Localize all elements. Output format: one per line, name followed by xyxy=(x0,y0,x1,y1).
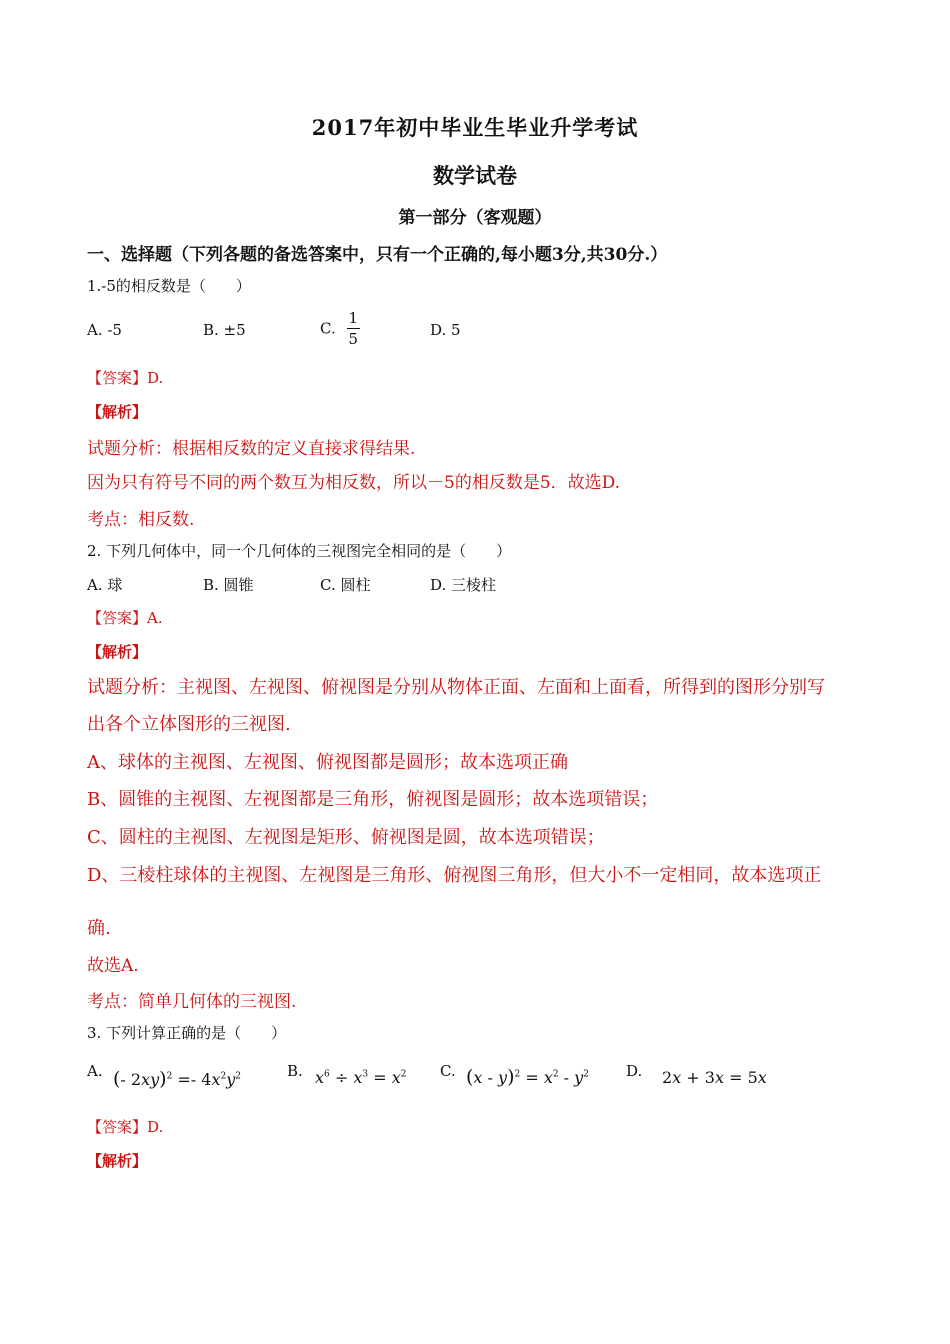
q3-analysis-tag: 【解析】 xyxy=(87,1152,148,1170)
q2-conclusion: 故选A. xyxy=(87,956,139,976)
q2-stem: 2. 下列几何体中，同一个几何体的三视图完全相同的是（ ） xyxy=(87,542,512,560)
q2-point: 考点：简单几何体的三视图. xyxy=(87,992,297,1012)
q3-option-b-formula: $x^6 \div x^3 = x^2$ xyxy=(315,1068,407,1087)
q1-answer: 【答案】D. xyxy=(87,369,164,387)
q2-option-a: A. 球 xyxy=(87,576,123,594)
q2-analysis-line-4: B、圆锥的主视图、左视图都是三角形，俯视图是圆形；故本选项错误； xyxy=(87,789,659,810)
q2-analysis-line-7: 确. xyxy=(87,918,111,939)
q1-analysis-tag: 【解析】 xyxy=(87,403,148,421)
q3-option-b-label: B. xyxy=(287,1062,303,1080)
q1-option-c xyxy=(320,308,360,349)
q1-option-b: B. ±5 xyxy=(203,321,246,339)
section-heading: 一、选择题（下列各题的备选答案中，只有一个正确的,每小题3分,共30分.） xyxy=(87,245,668,265)
q2-analysis-line-3: A、球体的主视图、左视图、俯视图都是圆形；故本选项正确 xyxy=(87,752,568,773)
q2-analysis-line-6: D、三棱柱球体的主视图、左视图是三角形、俯视图三角形，但大小不一定相同，故本选项正 xyxy=(87,865,822,886)
q3-option-a-formula: (- $2xy)^2 =- 4x^2y^2$ xyxy=(113,1068,242,1090)
exam-subtitle: 数学试卷 xyxy=(433,163,517,188)
q2-analysis-tag: 【解析】 xyxy=(87,643,148,661)
q1-stem: 1.-5的相反数是（ ） xyxy=(87,277,251,295)
q1-option-c-fraction xyxy=(347,308,361,349)
part-heading: 第一部分（客观题） xyxy=(398,208,552,228)
q3-option-c-formula: $(x - y)^2 = x^2 - y^2$ xyxy=(466,1066,589,1088)
fraction-denominator: 5 xyxy=(348,330,359,348)
q2-analysis-line-1: 试题分析：主视图、左视图、俯视图是分别从物体正面、左面和上面看，所得到的图形分别写 xyxy=(87,677,825,698)
exam-title: 2017年初中毕业生毕业升学考试 xyxy=(311,115,639,140)
q1-analysis-line-1: 试题分析：根据相反数的定义直接求得结果. xyxy=(87,439,416,459)
q3-option-a-label: A. xyxy=(87,1062,103,1080)
q1-option-d: D. 5 xyxy=(430,321,461,339)
q2-analysis-line-5: C、圆柱的主视图、左视图是矩形、俯视图是圆，故本选项错误； xyxy=(87,827,605,848)
q1-option-c-label: C. xyxy=(320,319,336,338)
fraction-numerator: 1 xyxy=(348,309,359,327)
q3-stem: 3. 下列计算正确的是（ ） xyxy=(87,1024,287,1042)
q2-option-d: D. 三棱柱 xyxy=(430,576,497,594)
q3-option-d-formula: 2x + 3x = 5x xyxy=(662,1068,767,1087)
q2-analysis-line-2: 出各个立体图形的三视图. xyxy=(87,714,291,735)
q2-option-b: B. 圆锥 xyxy=(203,576,254,594)
q2-answer: 【答案】A. xyxy=(87,609,163,627)
q1-point: 考点：相反数. xyxy=(87,510,195,530)
q1-analysis-line-2: 因为只有符号不同的两个数互为相反数，所以－5的相反数是5．故选D. xyxy=(87,473,621,493)
q2-option-c: C. 圆柱 xyxy=(320,576,371,594)
q3-option-d-label: D. xyxy=(626,1062,643,1080)
q1-option-a: A. -5 xyxy=(87,321,122,339)
q3-option-c-label: C. xyxy=(440,1062,456,1080)
q3-answer: 【答案】D. xyxy=(87,1118,164,1136)
